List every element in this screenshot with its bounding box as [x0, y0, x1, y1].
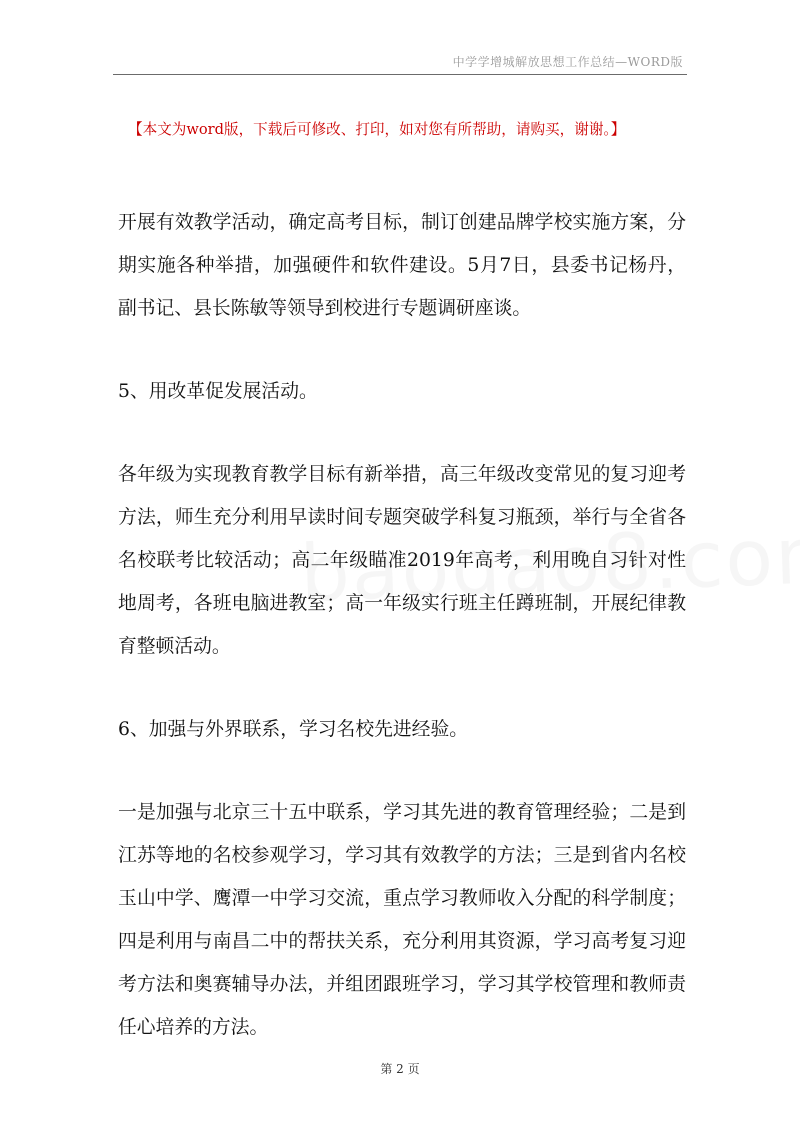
download-notice: 【本文为word版，下载后可修改、打印，如对您有所帮助，请购买，谢谢。】: [128, 121, 626, 138]
document-body: [118, 201, 686, 1049]
paragraph-grade-measures: 各年级为实现教育教学目标有新举措，高三年级改变常见的复习迎考方法，师生充分利用早读时间专题突破学科复习瓶颈，举行与全省各名校联考比较活动；高二年级瞄准2019年高考，利用晚自习针对性地周考，各班电脑进教室；高一年级实行班主任蹲班制，开展纪律教育整顿活动。: [118, 464, 686, 657]
paragraph-external-exchange: 一是加强与北京三十五中联系，学习其先进的教育管理经验；二是到江苏等地的名校参观学习，学习其有效教学的方法；三是到省内名校玉山中学、鹰潭一中学习交流，重点学习教师收入分配的科学制度；四是利用与南昌二中的帮扶关系，充分利用其资源，学习高考复习迎考方法和奥赛辅导办法，并组团跟班学习，学习其学校管理和教师责任心培养的方法。: [118, 802, 686, 1038]
header-divider: [113, 74, 687, 75]
section-heading-5: 5、用改革促发展活动。: [118, 381, 318, 402]
section-heading-6: 6、加强与外界联系，学习名校先进经验。: [118, 719, 469, 740]
page-number: 第 2 页: [380, 1062, 420, 1076]
paragraph-continuation: 开展有效教学活动，确定高考目标，制订创建品牌学校实施方案，分期实施各种举措，加强硬件和软件建设。5月7日，县委书记杨丹，副书记、县长陈敏等领导到校进行专题调研座谈。: [118, 212, 686, 319]
running-header: 中学学增城解放思想工作总结—WORD版: [452, 55, 683, 69]
